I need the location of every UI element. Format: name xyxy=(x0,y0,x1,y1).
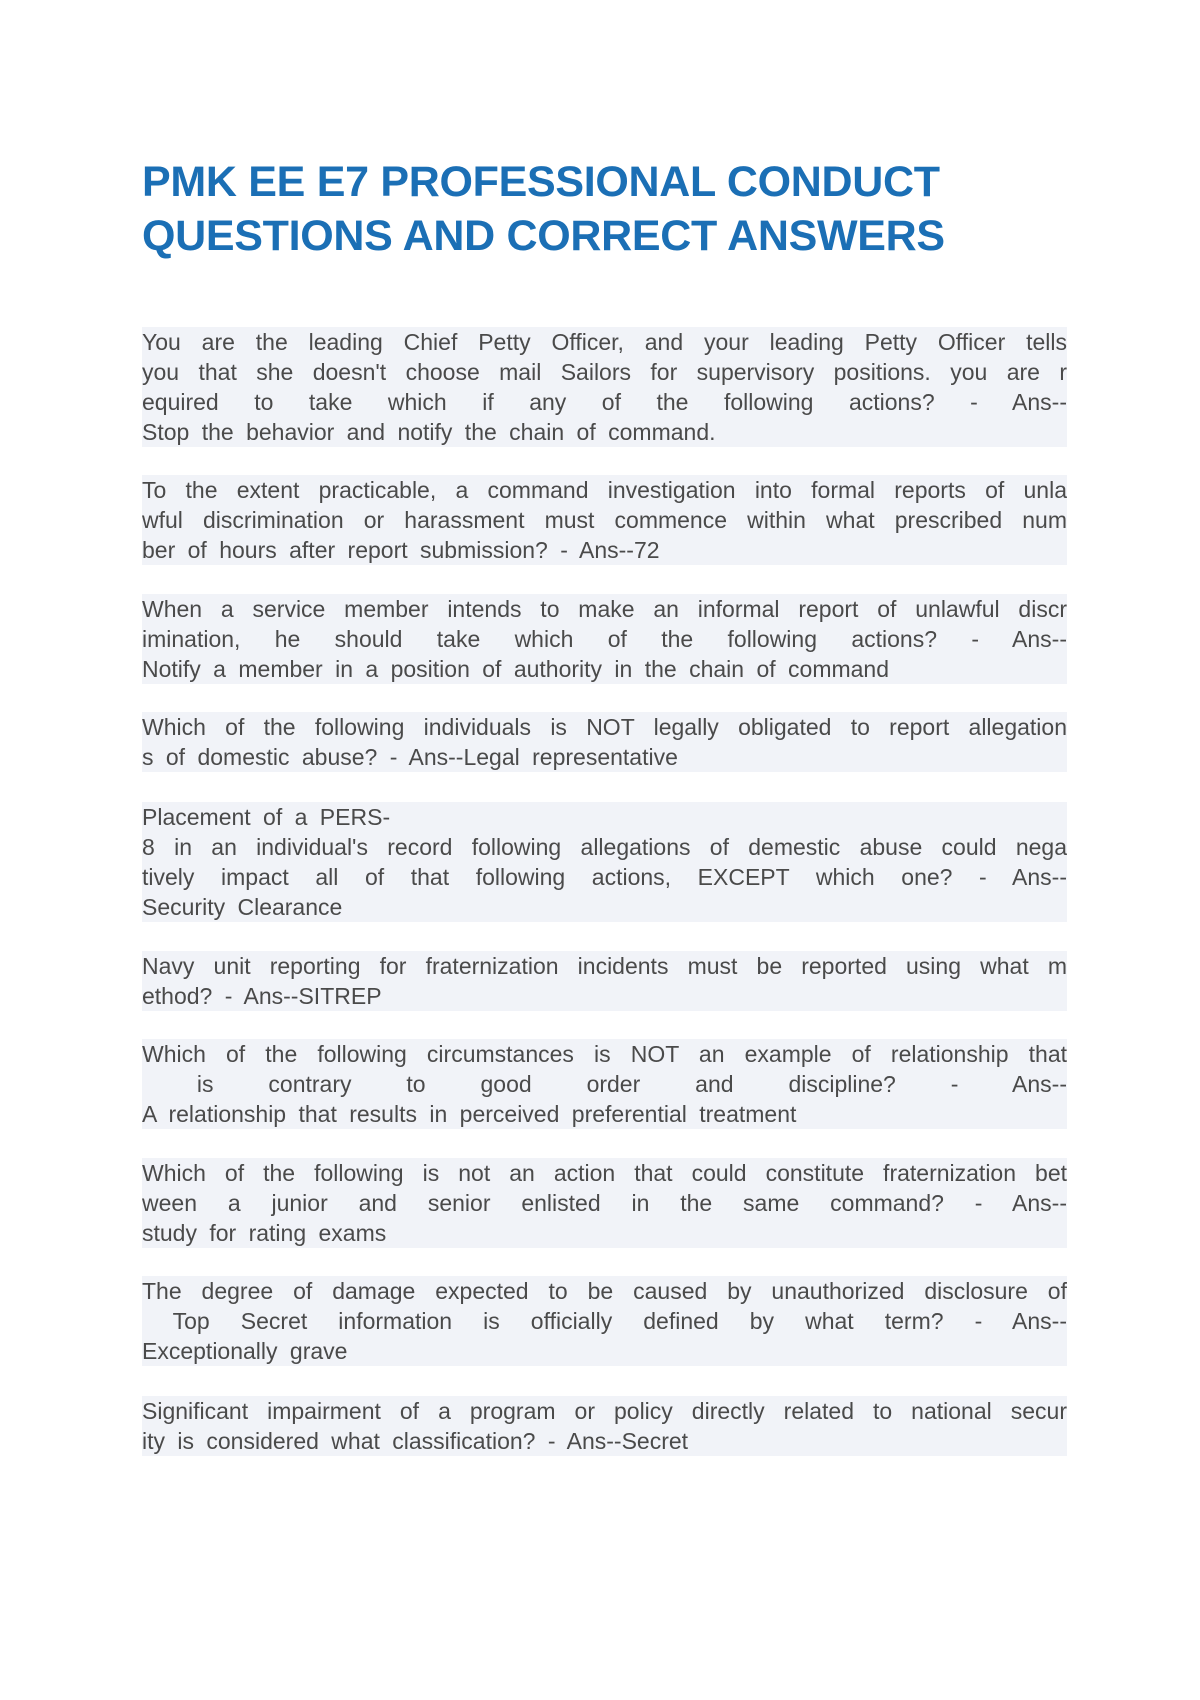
qa-text-line: you that she doesn't choose mail Sailors for supervisory positions. you are r xyxy=(142,359,1067,385)
qa-text-line: ethod? - Ans--SITREP xyxy=(142,981,1067,1011)
qa-item xyxy=(142,1039,1067,1129)
qa-item xyxy=(142,1276,1067,1366)
qa-text-line: ber of hours after report submission? - Ans--72 xyxy=(142,535,1067,565)
qa-text-line: equired to take which if any of the following actions? - Ans-- xyxy=(142,389,1067,415)
qa-text-line: Stop the behavior and notify the chain of command. xyxy=(142,417,1067,447)
qa-text-line: Which of the following individuals is NOT legally obligated to report allegation xyxy=(142,714,1067,740)
qa-item xyxy=(142,327,1067,447)
document-title-line: PMK EE E7 PROFESSIONAL CONDUCT xyxy=(142,158,940,206)
qa-text-line: tively impact all of that following actions, EXCEPT which one? - Ans-- xyxy=(142,864,1067,890)
qa-text-line: is contrary to good order and discipline? - Ans-- xyxy=(142,1071,1067,1097)
qa-text-line: imination, he should take which of the following actions? - Ans-- xyxy=(142,626,1067,652)
qa-item xyxy=(142,951,1067,1011)
qa-item xyxy=(142,475,1067,565)
qa-text-line: The degree of damage expected to be caused by unauthorized disclosure of xyxy=(142,1278,1067,1304)
qa-text-line: To the extent practicable, a command investigation into formal reports of unla xyxy=(142,477,1067,503)
qa-text-line: A relationship that results in perceived preferential treatment xyxy=(142,1099,1067,1129)
qa-item xyxy=(142,802,1067,922)
qa-text-line: Which of the following circumstances is NOT an example of relationship that xyxy=(142,1041,1067,1067)
qa-text-line: 8 in an individual's record following allegations of demestic abuse could nega xyxy=(142,834,1067,860)
qa-item xyxy=(142,1158,1067,1248)
qa-item xyxy=(142,712,1067,772)
qa-text-line: wful discrimination or harassment must commence within what prescribed num xyxy=(142,507,1067,533)
qa-text-line: When a service member intends to make an informal report of unlawful discr xyxy=(142,596,1067,622)
qa-text-line: ity is considered what classification? - Ans--Secret xyxy=(142,1426,1067,1456)
qa-text-line: Significant impairment of a program or policy directly related to national secur xyxy=(142,1398,1067,1424)
qa-text-line: Placement of a PERS- xyxy=(142,802,1067,832)
qa-text-line: You are the leading Chief Petty Officer, and your leading Petty Officer tells xyxy=(142,329,1067,355)
qa-item xyxy=(142,1396,1067,1456)
qa-text-line: Notify a member in a position of authority in the chain of command xyxy=(142,654,1067,684)
qa-text-line: study for rating exams xyxy=(142,1218,1067,1248)
document-title-line: QUESTIONS AND CORRECT ANSWERS xyxy=(142,212,945,260)
document-title xyxy=(142,155,1082,263)
qa-text-line: Navy unit reporting for fraternization incidents must be reported using what m xyxy=(142,953,1067,979)
qa-text-line: s of domestic abuse? - Ans--Legal representative xyxy=(142,742,1067,772)
qa-text-line: ween a junior and senior enlisted in the same command? - Ans-- xyxy=(142,1190,1067,1216)
qa-text-line: Top Secret information is officially defined by what term? - Ans-- xyxy=(142,1308,1067,1334)
qa-text-line: Security Clearance xyxy=(142,892,1067,922)
qa-item xyxy=(142,594,1067,684)
qa-text-line: Which of the following is not an action that could constitute fraternization bet xyxy=(142,1160,1067,1186)
qa-text-line: Exceptionally grave xyxy=(142,1336,1067,1366)
